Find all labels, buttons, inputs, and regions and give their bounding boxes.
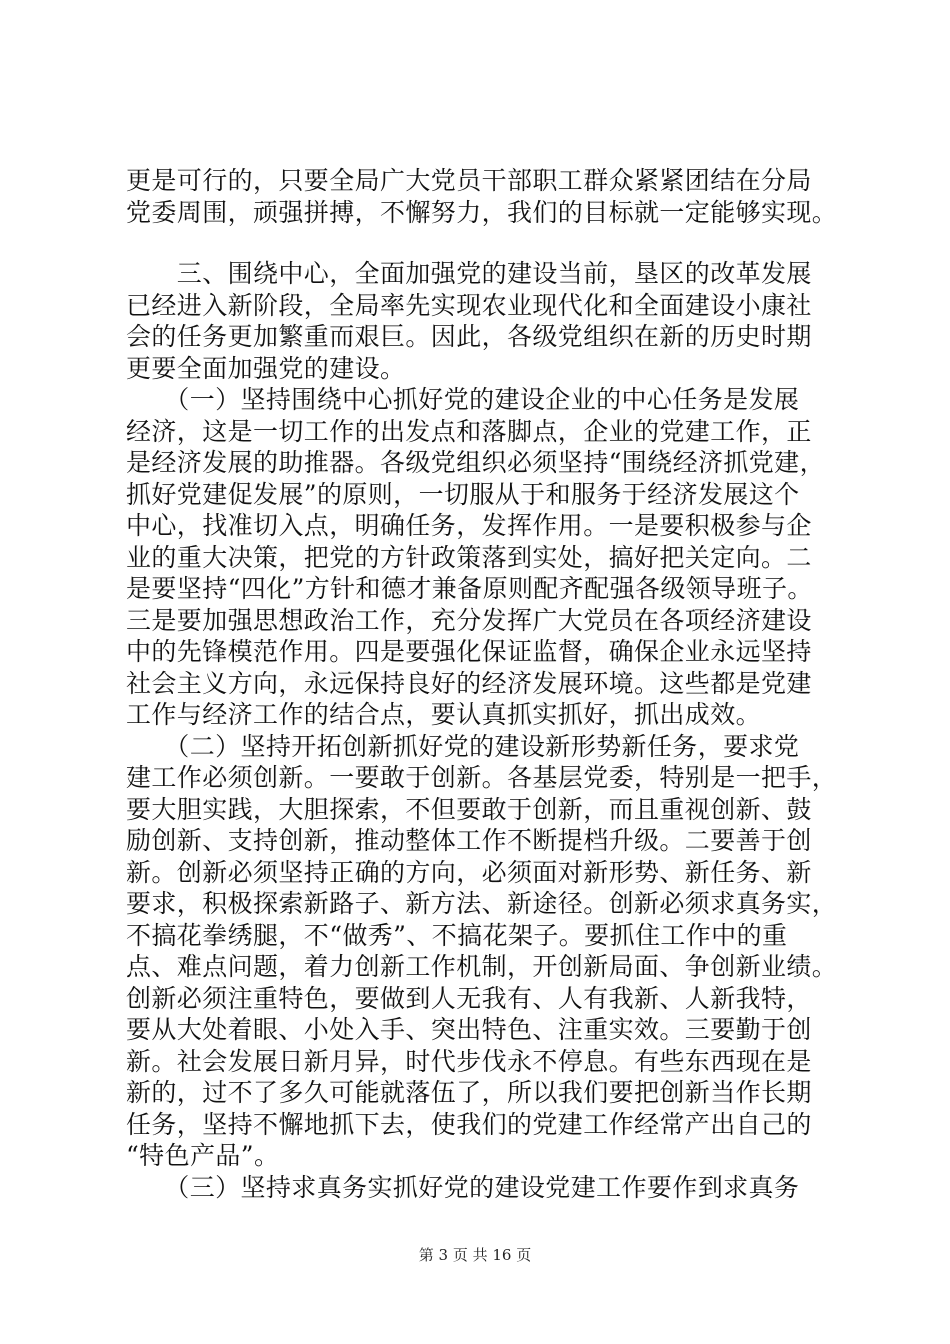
text-line: 会的任务更加繁重而艰巨。因此，各级党组织在新的历史时期 bbox=[126, 322, 812, 351]
text-line: 创新必须注重特色，要做到人无我有、人有我新、人新我特， bbox=[126, 983, 812, 1013]
text-line: 要大胆实践，大胆探索，不但要敢于创新，而且重视创新、鼓 bbox=[126, 794, 812, 824]
text-line: 要从大处着眼、小处入手、突出特色、注重实效。三要勤于创 bbox=[126, 1015, 812, 1044]
text-line: “特色产品”。 bbox=[126, 1141, 280, 1170]
text-line: 三是要加强思想政治工作，充分发挥广大党员在各项经济建设 bbox=[126, 605, 812, 635]
text-line: 更要全面加强党的建设。 bbox=[126, 353, 406, 383]
text-line: 已经进入新阶段，全局率先实现农业现代化和全面建设小康社 bbox=[126, 290, 812, 320]
text-line: 不搞花拳绣腿，不“做秀”、不搞花架子。要抓住工作中的重 bbox=[126, 920, 788, 950]
page-footer: 第 3 页 共 16 页 bbox=[418, 1246, 532, 1264]
text-line: 点、难点问题，着力创新工作机制，开创新局面、争创新业绩。 bbox=[126, 952, 838, 981]
text-line: （三）坚持求真务实抓好党的建设党建工作要作到求真务 bbox=[126, 1172, 800, 1202]
text-line: 更是可行的，只要全局广大党员干部职工群众紧紧团结在分局 bbox=[126, 166, 812, 195]
text-line: （一）坚持围绕中心抓好党的建设企业的中心任务是发展 bbox=[126, 385, 800, 414]
text-line: 工作与经济工作的结合点，要认真抓实抓好，抓出成效。 bbox=[126, 700, 762, 729]
text-line: 中的先锋模范作用。四是要强化保证监督，确保企业永远坚持 bbox=[126, 637, 812, 666]
text-line: 新。创新必须坚持正确的方向，必须面对新形势、新任务、新 bbox=[126, 857, 812, 887]
text-line: 中心，找准切入点，明确任务，发挥作用。一是要积极参与企 bbox=[126, 511, 812, 540]
text-line: 抓好党建促发展”的原则，一切服从于和服务于经济发展这个 bbox=[126, 479, 800, 509]
text-line: （二）坚持开拓创新抓好党的建设新形势新任务，要求党 bbox=[126, 731, 800, 761]
text-line: 任务，坚持不懈地抓下去，使我们的党建工作经常产出自己的 bbox=[126, 1109, 812, 1139]
paragraph-gap bbox=[126, 228, 836, 258]
text-line: 业的重大决策，把党的方针政策落到实处，搞好把关定向。二 bbox=[126, 542, 812, 572]
text-line: 励创新、支持创新，推动整体工作不断提档升级。二要善于创 bbox=[126, 826, 812, 855]
text-line: 新的，过不了多久可能就落伍了，所以我们要把创新当作长期 bbox=[126, 1078, 812, 1107]
document-body bbox=[126, 165, 836, 1203]
text-line: 要求，积极探索新路子、新方法、新途径。创新必须求真务实， bbox=[126, 889, 838, 918]
text-line: 是要坚持“四化”方针和德才兼备原则配齐配强各级领导班子。 bbox=[126, 574, 813, 603]
text-line: 建工作必须创新。一要敢于创新。各基层党委，特别是一把手， bbox=[126, 763, 838, 792]
text-line: 新。社会发展日新月异，时代步伐永不停息。有些东西现在是 bbox=[126, 1046, 812, 1076]
text-line: 党委周围，顽强拼搏，不懈努力，我们的目标就一定能够实现。 bbox=[126, 197, 838, 227]
text-line: 经济，这是一切工作的出发点和落脚点，企业的党建工作，正 bbox=[126, 416, 812, 446]
text-line: 是经济发展的助推器。各级党组织必须坚持“围绕经济抓党建， bbox=[126, 448, 825, 477]
text-line: 社会主义方向，永远保持良好的经济发展环境。这些都是党建 bbox=[126, 668, 812, 698]
text-line: 三、围绕中心，全面加强党的建设当前，垦区的改革发展 bbox=[126, 259, 812, 288]
